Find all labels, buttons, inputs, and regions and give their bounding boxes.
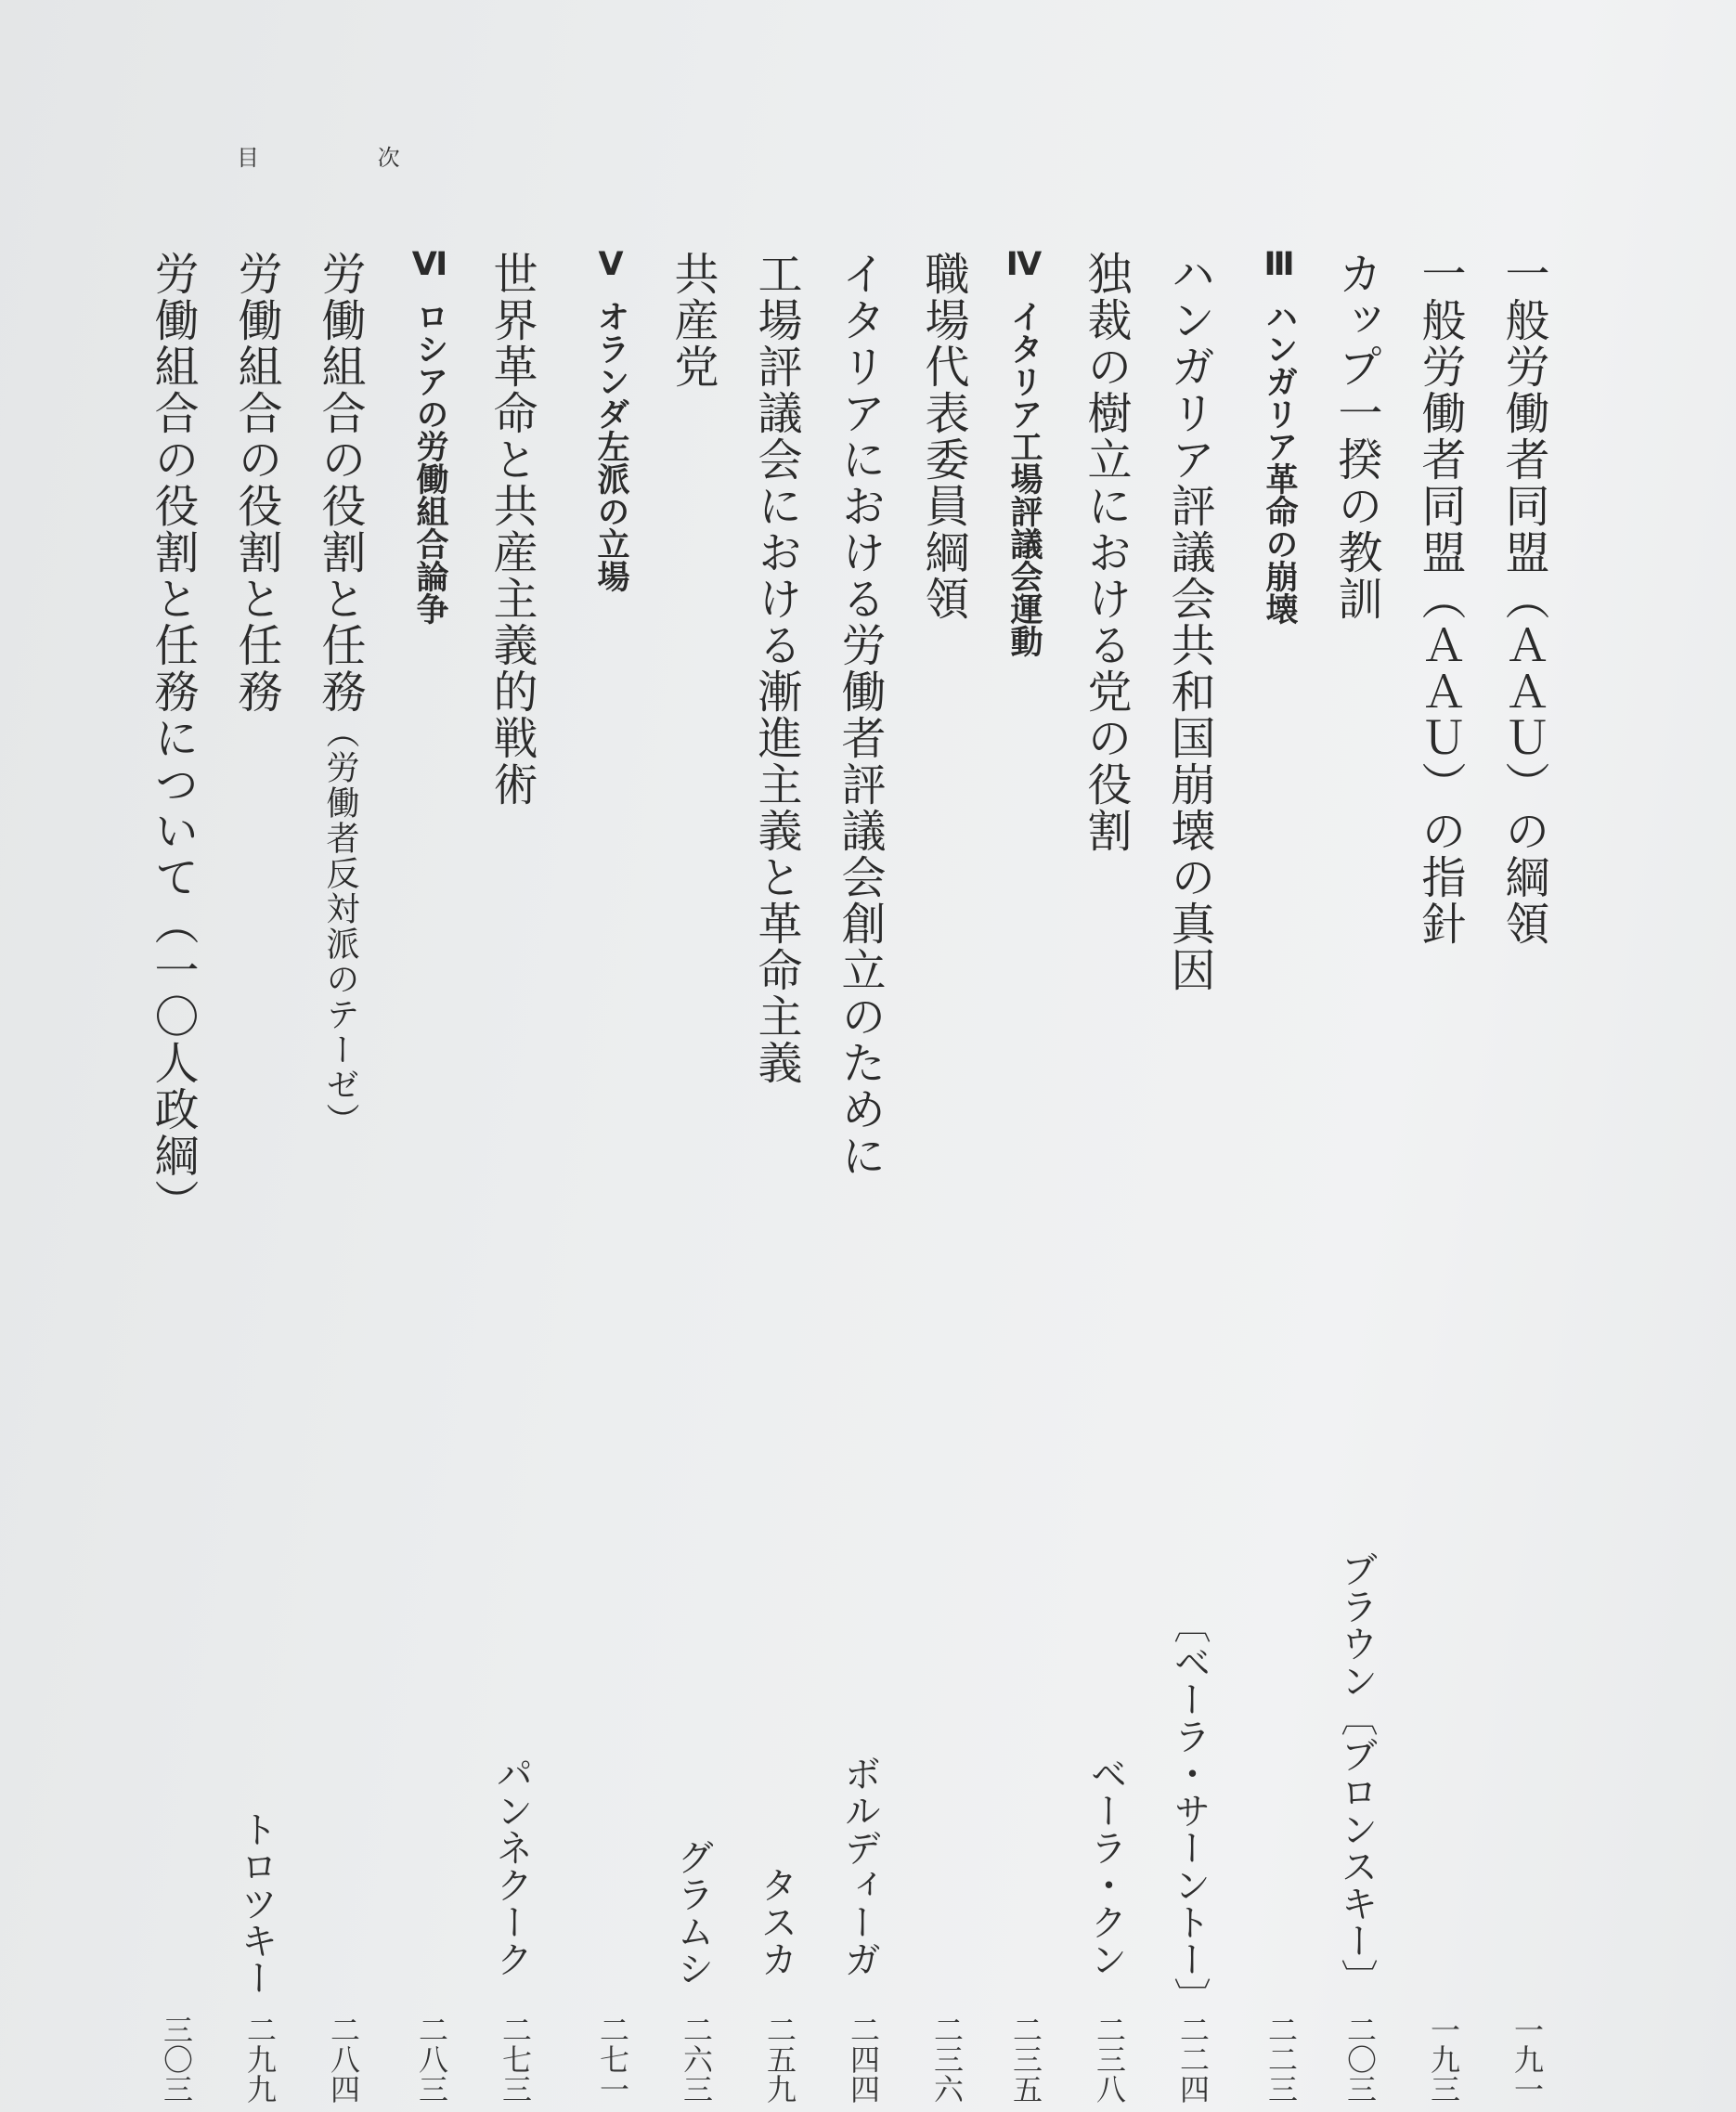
toc-entry-text: 労働組合の役割と任務 (314, 251, 366, 715)
page-number: 三〇三 (159, 2015, 194, 2104)
toc-entry-text: 工場評議会における漸進主義と革命主義 (750, 251, 802, 1086)
toc-entry-author: トロツキー (235, 1810, 278, 1996)
toc-entry-title (147, 251, 199, 1225)
page-number: 二七三 (498, 2015, 533, 2104)
toc-entry-text: 世界革命と共産主義的戦術 (486, 251, 538, 808)
page-number: 二三五 (1008, 2015, 1043, 2104)
section-number: Ⅵ (411, 246, 448, 283)
toc-entry-text: 一般労働者同盟（ＡＡＵ）の指針 (1414, 251, 1466, 947)
toc-entry-text: 労働組合の役割と任務 (230, 251, 282, 715)
toc-entry-author: ブラウン〔ブロンスキー〕 (1335, 1550, 1378, 1996)
section-number: Ⅴ (592, 246, 629, 283)
toc-entry-subtitle: （労働者反対派のテーゼ） (321, 715, 359, 1138)
toc-entry-author: ベーラ・クン (1084, 1755, 1127, 1977)
toc-entry-title (1497, 251, 1549, 947)
section-heading (1261, 246, 1298, 625)
toc-entry-text: 職場代表委員綱領 (917, 251, 969, 622)
page-number: 二九九 (242, 2015, 278, 2104)
toc-entry-title (1414, 251, 1466, 947)
page-number: 二五九 (762, 2015, 797, 2104)
page-number: 二八四 (326, 2015, 361, 2104)
toc-entry-title (750, 251, 802, 1086)
toc-entry-author: グラムシ (671, 1838, 714, 1987)
toc-entry-title (834, 251, 886, 1179)
toc-entry-text: 独裁の樹立における党の役割 (1080, 251, 1132, 854)
section-title: オランダ左派の立場 (592, 300, 629, 592)
toc-entry-title (230, 251, 282, 715)
page-number: 二〇三 (1342, 2015, 1378, 2104)
toc-entry-author: ボルディーガ (838, 1755, 881, 1977)
page-number: 二二四 (1175, 2015, 1211, 2104)
page-number: 一九三 (1426, 2015, 1461, 2104)
toc-entry-text: 労働組合の役割と任務について（一〇人政綱） (147, 251, 199, 1225)
page-number: 一九一 (1509, 2015, 1545, 2104)
toc-entry-author: 〔ベーラ・サーントー〕 (1168, 1606, 1211, 2015)
section-heading (413, 246, 446, 625)
toc-entry-author: パンネクーク (490, 1755, 533, 1977)
toc-entry-text: 共産党 (667, 251, 719, 390)
toc-entry-text: カップ一揆の教訓 (1330, 251, 1382, 622)
section-number: Ⅲ (1261, 246, 1298, 283)
toc-entry-title (314, 251, 366, 1138)
toc-entry-author: タスカ (755, 1866, 797, 1977)
page-number: 二七一 (595, 2015, 630, 2104)
toc-entry-text: 一般労働者同盟（ＡＡＵ）の綱領 (1497, 251, 1549, 947)
toc-entry-title (1330, 251, 1382, 622)
section-title: ハンガリア革命の崩壊 (1261, 300, 1298, 625)
page-number: 二八三 (414, 2015, 449, 2104)
toc-entry-text: ハンガリア評議会共和国崩壊の真因 (1163, 251, 1215, 993)
section-heading (594, 246, 627, 592)
toc-entry-text: イタリアにおける労働者評議会創立のために (834, 251, 886, 1179)
section-title: イタリア工場評議会運動 (1005, 300, 1043, 657)
page-number: 二三八 (1092, 2015, 1127, 2104)
running-head: 目 次 (237, 145, 456, 171)
toc-entry-title (1163, 251, 1215, 993)
page-number: 二四四 (846, 2015, 881, 2104)
section-heading (1005, 246, 1043, 657)
toc-entry-title (1080, 251, 1132, 854)
toc-entry-title (486, 251, 538, 808)
section-number: Ⅳ (1005, 246, 1043, 283)
page-number: 二三六 (929, 2015, 965, 2104)
page-number: 二二三 (1263, 2015, 1299, 2104)
toc-entry-title (917, 251, 969, 622)
section-title: ロシアの労働組合論争 (411, 300, 448, 625)
page-number: 二六三 (679, 2015, 714, 2104)
toc-entry-title (667, 251, 719, 390)
